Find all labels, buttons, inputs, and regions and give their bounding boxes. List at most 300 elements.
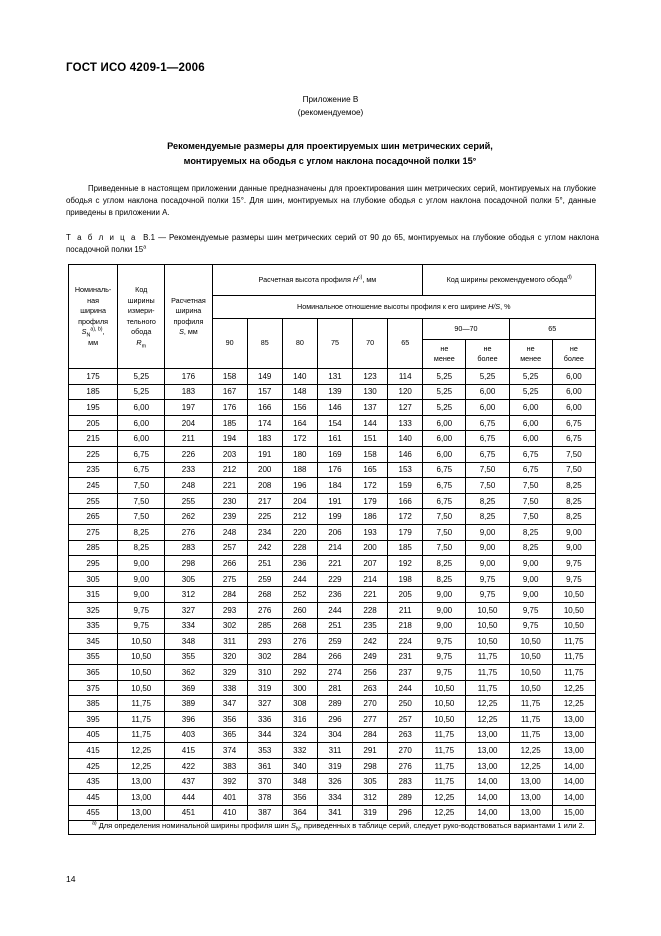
header-rim-9070-max-l2: более [477, 354, 498, 363]
cell-rim-65-min: 10,50 [509, 665, 552, 681]
cell-profile-height-80: 204 [282, 493, 317, 509]
cell-profile-height-85: 387 [247, 805, 282, 821]
cell-rim-65-min: 11,75 [509, 712, 552, 728]
cell-rim-code: 7,50 [118, 478, 165, 494]
cell-rim-code: 7,50 [118, 509, 165, 525]
table-caption-superscript: a [143, 244, 147, 251]
header-rim-9070-min-l2: менее [433, 354, 455, 363]
cell-profile-height-80: 220 [282, 524, 317, 540]
cell-profile-height-80: 292 [282, 665, 317, 681]
cell-section-width: 255 [165, 493, 212, 509]
cell-profile-height-85: 191 [247, 446, 282, 462]
header-nominal-width-subscript: N [86, 332, 91, 339]
cell-rim-65-min: 6,00 [509, 400, 552, 416]
table-row [69, 712, 596, 728]
cell-profile-height-75: 191 [317, 493, 352, 509]
cell-rim-9070-max: 13,00 [466, 727, 509, 743]
table-row [69, 462, 596, 478]
cell-profile-height-80: 284 [282, 649, 317, 665]
cell-profile-height-70: 319 [353, 805, 388, 821]
cell-profile-height-85: 174 [247, 415, 282, 431]
cell-profile-height-90: 275 [212, 571, 247, 587]
cell-profile-height-85: 336 [247, 712, 282, 728]
cell-rim-65-max: 6,00 [552, 384, 595, 400]
cell-profile-height-75: 311 [317, 743, 352, 759]
cell-profile-height-65: 283 [388, 774, 423, 790]
cell-profile-height-75: 251 [317, 618, 352, 634]
cell-profile-height-75: 304 [317, 727, 352, 743]
table-row [69, 727, 596, 743]
cell-nominal-width: 235 [69, 462, 118, 478]
cell-profile-height-75: 326 [317, 774, 352, 790]
cell-profile-height-90: 248 [212, 524, 247, 540]
header-section-width-symbol: S [179, 327, 184, 336]
cell-nominal-width: 365 [69, 665, 118, 681]
cell-profile-height-80: 340 [282, 758, 317, 774]
cell-profile-height-80: 236 [282, 556, 317, 572]
cell-rim-9070-max: 6,00 [466, 384, 509, 400]
cell-profile-height-70: 186 [353, 509, 388, 525]
cell-rim-code: 9,75 [118, 618, 165, 634]
cell-rim-9070-min: 7,50 [423, 509, 466, 525]
cell-profile-height-65: 257 [388, 712, 423, 728]
cell-profile-height-75: 221 [317, 556, 352, 572]
cell-profile-height-85: 251 [247, 556, 282, 572]
cell-nominal-width: 215 [69, 431, 118, 447]
table-row [69, 602, 596, 618]
cell-nominal-width: 325 [69, 602, 118, 618]
table-row [69, 758, 596, 774]
table-row [69, 556, 596, 572]
cell-nominal-width: 185 [69, 384, 118, 400]
cell-profile-height-75: 161 [317, 431, 352, 447]
cell-nominal-width: 225 [69, 446, 118, 462]
cell-rim-code: 10,50 [118, 665, 165, 681]
cell-profile-height-90: 383 [212, 758, 247, 774]
header-rim-65-min [509, 340, 552, 369]
cell-rim-65-max: 9,75 [552, 556, 595, 572]
cell-rim-9070-max: 13,00 [466, 758, 509, 774]
cell-rim-65-max: 15,00 [552, 805, 595, 821]
cell-section-width: 276 [165, 524, 212, 540]
cell-rim-9070-min: 10,50 [423, 696, 466, 712]
header-nominal-width-symbol: S [81, 327, 87, 336]
cell-profile-height-70: 214 [353, 571, 388, 587]
cell-nominal-width: 205 [69, 415, 118, 431]
cell-profile-height-70: 277 [353, 712, 388, 728]
cell-rim-9070-min: 6,00 [423, 415, 466, 431]
cell-profile-height-85: 166 [247, 400, 282, 416]
cell-profile-height-75: 341 [317, 805, 352, 821]
cell-section-width: 211 [165, 431, 212, 447]
header-group-rim-width-code-sup: d) [567, 274, 572, 281]
cell-nominal-width: 195 [69, 400, 118, 416]
table-row [69, 478, 596, 494]
cell-profile-height-85: 259 [247, 571, 282, 587]
cell-profile-height-80: 196 [282, 478, 317, 494]
cell-rim-65-max: 13,00 [552, 727, 595, 743]
cell-profile-height-70: 123 [353, 369, 388, 385]
cell-rim-65-max: 9,00 [552, 524, 595, 540]
cell-profile-height-65: 296 [388, 805, 423, 821]
table-row [69, 743, 596, 759]
cell-rim-code: 6,00 [118, 415, 165, 431]
page-number: 14 [66, 874, 76, 884]
cell-rim-9070-max: 7,50 [466, 478, 509, 494]
cell-profile-height-70: 235 [353, 618, 388, 634]
cell-profile-height-85: 157 [247, 384, 282, 400]
cell-nominal-width: 445 [69, 790, 118, 806]
cell-rim-65-max: 7,50 [552, 446, 595, 462]
cell-section-width: 312 [165, 587, 212, 603]
cell-nominal-width: 395 [69, 712, 118, 728]
table-row [69, 431, 596, 447]
header-rim-code-l3: измери- [127, 306, 155, 315]
cell-profile-height-70: 249 [353, 649, 388, 665]
cell-profile-height-75: 266 [317, 649, 352, 665]
cell-nominal-width: 335 [69, 618, 118, 634]
cell-nominal-width: 275 [69, 524, 118, 540]
cell-rim-65-min: 12,25 [509, 743, 552, 759]
footnote-marker: a) [92, 820, 97, 827]
header-rim-code-l1: Код [135, 285, 148, 294]
cell-rim-65-min: 11,75 [509, 696, 552, 712]
cell-profile-height-85: 344 [247, 727, 282, 743]
cell-rim-9070-min: 6,75 [423, 478, 466, 494]
cell-rim-65-min: 13,00 [509, 805, 552, 821]
header-nominal-width: Номиналь- ная ширина профиля $S_N^{a), b)}$, мм [69, 265, 118, 369]
cell-section-width: 176 [165, 369, 212, 385]
cell-rim-65-min: 13,00 [509, 790, 552, 806]
cell-rim-code: 9,00 [118, 587, 165, 603]
cell-profile-height-90: 392 [212, 774, 247, 790]
cell-rim-65-min: 11,75 [509, 727, 552, 743]
cell-profile-height-75: 281 [317, 680, 352, 696]
cell-rim-9070-max: 8,25 [466, 493, 509, 509]
cell-rim-9070-min: 8,25 [423, 556, 466, 572]
cell-profile-height-80: 156 [282, 400, 317, 416]
cell-profile-height-80: 188 [282, 462, 317, 478]
cell-rim-9070-max: 9,00 [466, 556, 509, 572]
cell-profile-height-70: 291 [353, 743, 388, 759]
cell-profile-height-75: 236 [317, 587, 352, 603]
cell-profile-height-85: 268 [247, 587, 282, 603]
cell-profile-height-70: 179 [353, 493, 388, 509]
cell-nominal-width: 355 [69, 649, 118, 665]
cell-section-width: 226 [165, 446, 212, 462]
cell-rim-9070-min: 8,25 [423, 571, 466, 587]
cell-section-width: 327 [165, 602, 212, 618]
cell-section-width: 444 [165, 790, 212, 806]
header-rim-9070-max-l1: не [483, 343, 492, 353]
header-section-width-l2: ширина [175, 306, 202, 315]
cell-rim-9070-min: 6,00 [423, 446, 466, 462]
cell-rim-code: 9,00 [118, 556, 165, 572]
header-rim-code-l5: обода [131, 327, 152, 336]
cell-rim-9070-min: 5,25 [423, 369, 466, 385]
cell-profile-height-85: 293 [247, 634, 282, 650]
standard-code-header: ГОСТ ИСО 4209-1—2006 [66, 62, 205, 74]
cell-profile-height-65: 146 [388, 446, 423, 462]
cell-profile-height-70: 165 [353, 462, 388, 478]
cell-profile-height-70: 137 [353, 400, 388, 416]
cell-rim-9070-max: 14,00 [466, 790, 509, 806]
cell-rim-code: 13,00 [118, 774, 165, 790]
cell-rim-65-min: 12,25 [509, 758, 552, 774]
cell-rim-9070-max: 9,75 [466, 587, 509, 603]
cell-section-width: 248 [165, 478, 212, 494]
header-rim-9070-min-l1: не [440, 343, 449, 353]
cell-rim-9070-min: 11,75 [423, 743, 466, 759]
cell-nominal-width: 405 [69, 727, 118, 743]
cell-profile-height-75: 289 [317, 696, 352, 712]
dimensions-table [68, 264, 596, 821]
cell-rim-code: 9,75 [118, 602, 165, 618]
cell-nominal-width: 255 [69, 493, 118, 509]
cell-nominal-width: 345 [69, 634, 118, 650]
cell-profile-height-70: 130 [353, 384, 388, 400]
cell-profile-height-85: 200 [247, 462, 282, 478]
cell-rim-9070-min: 9,75 [423, 649, 466, 665]
cell-rim-65-min: 7,50 [509, 478, 552, 494]
table-row [69, 696, 596, 712]
cell-profile-height-75: 334 [317, 790, 352, 806]
table-row [69, 400, 596, 416]
footnote-text-part1: Для определения номинальной ширины профиля шин [98, 821, 289, 830]
cell-profile-height-75: 184 [317, 478, 352, 494]
table-row [69, 524, 596, 540]
cell-profile-height-85: 225 [247, 509, 282, 525]
cell-profile-height-65: 250 [388, 696, 423, 712]
cell-profile-height-75: 199 [317, 509, 352, 525]
header-section-width [165, 265, 212, 369]
cell-profile-height-70: 172 [353, 478, 388, 494]
cell-profile-height-65: 166 [388, 493, 423, 509]
cell-profile-height-65: 244 [388, 680, 423, 696]
header-rim-65-min-l2: менее [520, 354, 542, 363]
cell-rim-9070-min: 9,00 [423, 618, 466, 634]
cell-profile-height-70: 305 [353, 774, 388, 790]
cell-profile-height-65: 114 [388, 369, 423, 385]
cell-section-width: 451 [165, 805, 212, 821]
cell-profile-height-90: 311 [212, 634, 247, 650]
cell-profile-height-75: 146 [317, 400, 352, 416]
cell-profile-height-65: 179 [388, 524, 423, 540]
table-caption-prefix: Т а б л и ц а [66, 233, 137, 242]
cell-profile-height-70: 284 [353, 727, 388, 743]
cell-rim-65-max: 8,25 [552, 478, 595, 494]
header-group-rim-width-code-text: Код ширины рекомендуемого обода [446, 274, 568, 284]
cell-profile-height-65: 140 [388, 431, 423, 447]
cell-profile-height-70: 144 [353, 415, 388, 431]
cell-profile-height-80: 228 [282, 540, 317, 556]
cell-rim-9070-min: 11,75 [423, 774, 466, 790]
cell-profile-height-70: 256 [353, 665, 388, 681]
cell-profile-height-90: 230 [212, 493, 247, 509]
cell-profile-height-90: 212 [212, 462, 247, 478]
cell-rim-9070-max: 6,75 [466, 446, 509, 462]
cell-nominal-width: 375 [69, 680, 118, 696]
cell-profile-height-65: 159 [388, 478, 423, 494]
cell-profile-height-80: 332 [282, 743, 317, 759]
cell-profile-height-65: 205 [388, 587, 423, 603]
cell-profile-height-85: 319 [247, 680, 282, 696]
cell-section-width: 437 [165, 774, 212, 790]
cell-section-width: 422 [165, 758, 212, 774]
cell-profile-height-65: 270 [388, 743, 423, 759]
cell-section-width: 262 [165, 509, 212, 525]
cell-profile-height-90: 401 [212, 790, 247, 806]
cell-profile-height-85: 149 [247, 369, 282, 385]
annex-heading [0, 93, 661, 119]
cell-profile-height-80: 164 [282, 415, 317, 431]
cell-profile-height-65: 231 [388, 649, 423, 665]
cell-profile-height-80: 212 [282, 509, 317, 525]
cell-rim-65-min: 7,50 [509, 509, 552, 525]
header-rim-group-65: 65 [509, 319, 595, 340]
cell-rim-9070-max: 12,25 [466, 712, 509, 728]
cell-rim-65-max: 11,75 [552, 665, 595, 681]
cell-profile-height-75: 206 [317, 524, 352, 540]
cell-rim-code: 11,75 [118, 712, 165, 728]
header-rim-9070-max [466, 340, 509, 369]
cell-rim-code: 8,25 [118, 524, 165, 540]
cell-nominal-width: 385 [69, 696, 118, 712]
cell-rim-9070-max: 6,75 [466, 415, 509, 431]
cell-rim-65-max: 6,75 [552, 431, 595, 447]
cell-rim-65-max: 12,25 [552, 696, 595, 712]
cell-rim-65-min: 9,75 [509, 602, 552, 618]
annex-title-line2: монтируемых на ободья с углом наклона посадочной полки 15° [183, 156, 477, 166]
cell-rim-65-min: 13,00 [509, 774, 552, 790]
cell-rim-9070-min: 6,75 [423, 462, 466, 478]
annex-title [80, 139, 580, 169]
table-caption-text: Рекомендуемые размеры шин метрических серий от 90 до 65, монтируемых на глубокие ободья с углом наклона посадочной полки 15 [66, 233, 599, 255]
table-row [69, 680, 596, 696]
cell-profile-height-80: 276 [282, 634, 317, 650]
cell-profile-height-65: 211 [388, 602, 423, 618]
cell-profile-height-65: 172 [388, 509, 423, 525]
cell-rim-65-min: 7,50 [509, 493, 552, 509]
cell-profile-height-80: 300 [282, 680, 317, 696]
header-rim-65-max [552, 340, 595, 369]
cell-profile-height-85: 242 [247, 540, 282, 556]
cell-profile-height-75: 296 [317, 712, 352, 728]
cell-rim-code: 6,75 [118, 462, 165, 478]
cell-profile-height-90: 365 [212, 727, 247, 743]
cell-profile-height-75: 139 [317, 384, 352, 400]
table-row [69, 571, 596, 587]
cell-profile-height-65: 153 [388, 462, 423, 478]
table-row [69, 665, 596, 681]
cell-rim-9070-min: 12,25 [423, 805, 466, 821]
cell-rim-code: 13,00 [118, 790, 165, 806]
cell-rim-65-max: 11,75 [552, 649, 595, 665]
cell-rim-65-min: 6,00 [509, 431, 552, 447]
header-rim-code-l4: тельного [126, 316, 156, 326]
header-group-profile-height-text: Расчетная высота профиля [258, 274, 351, 284]
cell-profile-height-80: 348 [282, 774, 317, 790]
cell-profile-height-75: 274 [317, 665, 352, 681]
table-row [69, 493, 596, 509]
cell-nominal-width: 175 [69, 369, 118, 385]
cell-rim-65-max: 6,00 [552, 400, 595, 416]
cell-profile-height-90: 374 [212, 743, 247, 759]
cell-profile-height-80: 316 [282, 712, 317, 728]
header-nominal-width-unit: мм [88, 337, 99, 347]
cell-profile-height-85: 370 [247, 774, 282, 790]
cell-rim-65-max: 14,00 [552, 774, 595, 790]
cell-rim-9070-max: 9,00 [466, 540, 509, 556]
cell-profile-height-75: 131 [317, 369, 352, 385]
cell-nominal-width: 265 [69, 509, 118, 525]
cell-profile-height-80: 260 [282, 602, 317, 618]
header-rim-65-max-l1: не [569, 343, 578, 353]
cell-profile-height-90: 302 [212, 618, 247, 634]
cell-profile-height-65: 120 [388, 384, 423, 400]
cell-profile-height-90: 293 [212, 602, 247, 618]
cell-profile-height-80: 356 [282, 790, 317, 806]
intro-paragraph [66, 183, 596, 220]
table-caption [66, 232, 599, 256]
cell-rim-65-min: 9,00 [509, 571, 552, 587]
cell-section-width: 355 [165, 649, 212, 665]
cell-rim-code: 11,75 [118, 696, 165, 712]
cell-profile-height-90: 320 [212, 649, 247, 665]
cell-section-width: 348 [165, 634, 212, 650]
table-row [69, 446, 596, 462]
cell-rim-65-min: 9,00 [509, 587, 552, 603]
cell-rim-65-min: 10,50 [509, 680, 552, 696]
cell-rim-code: 5,25 [118, 384, 165, 400]
cell-rim-9070-min: 7,50 [423, 524, 466, 540]
cell-rim-9070-min: 5,25 [423, 400, 466, 416]
cell-rim-65-max: 6,75 [552, 415, 595, 431]
cell-profile-height-90: 284 [212, 587, 247, 603]
cell-profile-height-70: 228 [353, 602, 388, 618]
cell-profile-height-90: 410 [212, 805, 247, 821]
table-row [69, 509, 596, 525]
table-row [69, 587, 596, 603]
header-ratio-75: 75 [317, 319, 352, 369]
cell-rim-9070-max: 7,50 [466, 462, 509, 478]
cell-profile-height-90: 347 [212, 696, 247, 712]
header-section-width-unit: , мм [183, 327, 198, 336]
cell-profile-height-90: 158 [212, 369, 247, 385]
cell-rim-65-min: 6,75 [509, 446, 552, 462]
cell-rim-65-max: 12,25 [552, 680, 595, 696]
cell-rim-65-max: 11,75 [552, 634, 595, 650]
cell-section-width: 233 [165, 462, 212, 478]
cell-rim-9070-min: 9,00 [423, 602, 466, 618]
cell-profile-height-80: 252 [282, 587, 317, 603]
cell-rim-9070-min: 9,75 [423, 634, 466, 650]
table-caption-number: В.1 [143, 233, 155, 242]
cell-profile-height-85: 327 [247, 696, 282, 712]
cell-rim-65-max: 14,00 [552, 758, 595, 774]
table-row [69, 618, 596, 634]
header-ratio-80: 80 [282, 319, 317, 369]
cell-profile-height-90: 257 [212, 540, 247, 556]
cell-profile-height-65: 276 [388, 758, 423, 774]
header-ratio-90: 90 [212, 319, 247, 369]
annex-title-line1: Рекомендуемые размеры для проектируемых шин метрических серий, [167, 141, 493, 151]
cell-rim-code: 10,50 [118, 680, 165, 696]
cell-rim-9070-max: 10,50 [466, 602, 509, 618]
cell-profile-height-75: 176 [317, 462, 352, 478]
cell-rim-9070-min: 11,75 [423, 758, 466, 774]
cell-profile-height-65: 289 [388, 790, 423, 806]
